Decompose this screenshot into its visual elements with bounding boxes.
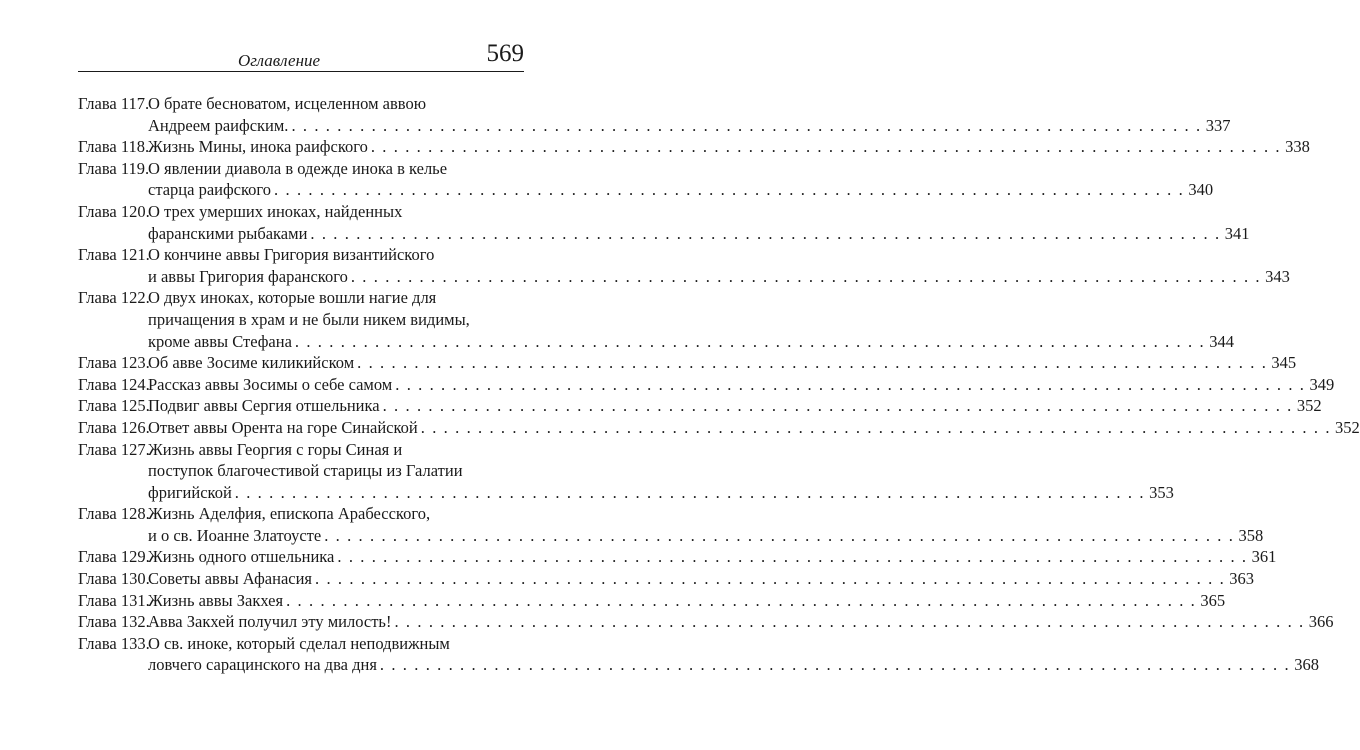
toc-title-line [148,633,522,655]
dot-leader: . . . . . . . . . . . . . . . . . . . . . . . . . . . . . . . . . . . . . . . . . . . . . . . . . . . . . . . . . . . . . . . . . . . . . . . . . . . . . . . . [286,590,1197,610]
toc-title-text: и о св. Иоанне Златоусте [148,525,322,545]
toc-entry [78,201,1250,244]
dot-leader: . . . . . . . . . . . . . . . . . . . . . . . . . . . . . . . . . . . . . . . . . . . . . . . . . . . . . . . . . . . . . . . . . . . . . . . . . . . . . . . . [420,417,1332,437]
toc-chapter-number: Глава 120. [78,201,150,221]
toc-chapter-number: Глава 124. [78,374,150,394]
toc-title-line [148,93,522,115]
toc-entry [78,568,1255,590]
toc-title-text: О трех умерших иноках, найденных [148,201,403,221]
toc-entry [78,611,1334,633]
toc-title-line [148,590,1226,612]
toc-title-text: Авва Закхей получил эту милость! [148,612,392,632]
toc-chapter-number: Глава 125. [78,396,150,416]
header-title: Оглавление [238,51,321,70]
toc-chapter-number: Глава 126. [78,417,150,437]
toc-page-number: 337 [1205,115,1231,135]
toc-title-text: старца раифского [148,180,272,200]
toc-entry [78,590,1226,612]
toc-title-text: О брате бесноватом, исцеленном аввою [148,94,427,113]
toc-title-line [148,352,1297,374]
dot-leader: . . . . . . . . . . . . . . . . . . . . . . . . . . . . . . . . . . . . . . . . . . . . . . . . . . . . . . . . . . . . . . . . . . . . . . . . . . . . . . . . [382,396,1293,416]
toc-title-line [148,568,1255,590]
toc-page-number: 343 [1265,266,1290,286]
toc-entry [78,244,1290,287]
dot-leader: . . . . . . . . . . . . . . . . . . . . . . . . . . . . . . . . . . . . . . . . . . . . . . . . . . . . . . . . . . . . . . . . . . . . . . . . . . . . . . . . [394,612,1305,632]
toc-title-text: Жизнь аввы Закхея [148,590,284,610]
toc-title-text: О двух иноках, которые вошли нагие для [148,288,437,308]
toc-chapter-number: Глава 122. [78,288,150,308]
toc-title-text: фригийской [148,482,232,502]
toc-page-number: 352 [1296,396,1322,416]
toc-chapter-number: Глава 117. [78,94,150,113]
toc-chapter-number: Глава 133. [78,633,150,653]
toc-title-text: Жизнь Мины, инока раифского [148,137,368,157]
toc-title-text: Об авве Зосиме киликийском [148,353,355,373]
toc-title-line [148,439,522,461]
dot-leader: . . . . . . . . . . . . . . . . . . . . . . . . . . . . . . . . . . . . . . . . . . . . . . . . . . . . . . . . . . . . . . . . . . . . . . . . . . . . . . . . [274,180,1185,200]
dot-leader: . . . . . . . . . . . . . . . . . . . . . . . . . . . . . . . . . . . . . . . . . . . . . . . . . . . . . . . . . . . . . . . . . . . . . . . . . . . . . . . . [350,266,1262,286]
toc-title-line [148,136,1310,158]
toc-entry [78,352,1297,374]
dot-leader: . . . . . . . . . . . . . . . . . . . . . . . . . . . . . . . . . . . . . . . . . . . . . . . . . . . . . . . . . . . . . . . . . . . . . . . . . . . . . . . . [310,223,1221,243]
dot-leader: . . . . . . . . . . . . . . . . . . . . . . . . . . . . . . . . . . . . . . . . . . . . . . . . . . . . . . . . . . . . . . . . . . . . . . . . . . . . . . . . [291,115,1202,135]
toc-entry [78,158,1214,201]
toc-chapter-number: Глава 119. [78,158,150,178]
toc-chapter-number: Глава 130. [78,569,150,589]
toc-title-text: Андреем раифским. [148,115,289,135]
toc-title-line [148,287,522,309]
toc-title-text: Рассказ аввы Зосимы о себе самом [148,374,393,394]
toc-chapter-number: Глава 127. [78,439,150,459]
toc-title-line [148,223,1250,245]
toc-entry [78,395,1322,417]
toc-entry [78,546,1277,568]
dot-leader: . . . . . . . . . . . . . . . . . . . . . . . . . . . . . . . . . . . . . . . . . . . . . . . . . . . . . . . . . . . . . . . . . . . . . . . . . . . . . . . . [395,374,1306,394]
toc-title-line [148,266,1290,288]
toc-page-number: 341 [1224,223,1250,243]
toc-page-number: 349 [1309,374,1335,394]
header-rule [78,71,524,72]
table-of-contents [78,93,1360,676]
dot-leader: . . . . . . . . . . . . . . . . . . . . . . . . . . . . . . . . . . . . . . . . . . . . . . . . . . . . . . . . . . . . . . . . . . . . . . . . . . . . . . . . [234,482,1146,502]
toc-page-number: 361 [1251,547,1277,567]
toc-title-text: Ответ аввы Орента на горе Синайской [148,417,418,437]
toc-entry [78,503,1264,546]
toc-title-text: Жизнь Аделфия, епископа Арабесского, [148,504,431,524]
toc-title-line [148,395,1322,417]
toc-title-text: причащения в храм и не были никем видимы, [148,309,470,329]
toc-title-text: Советы аввы Афанасия [148,569,313,589]
toc-page-number: 352 [1335,417,1360,437]
toc-page-number: 353 [1149,482,1174,502]
dot-leader: . . . . . . . . . . . . . . . . . . . . . . . . . . . . . . . . . . . . . . . . . . . . . . . . . . . . . . . . . . . . . . . . . . . . . . . . . . . . . . . . [370,137,1282,157]
dot-leader: . . . . . . . . . . . . . . . . . . . . . . . . . . . . . . . . . . . . . . . . . . . . . . . . . . . . . . . . . . . . . . . . . . . . . . . . . . . . . . . . [315,569,1226,589]
toc-chapter-number: Глава 129. [78,547,150,567]
toc-title-text: О кончине аввы Григория византийского [148,245,435,265]
toc-title-line [148,201,522,223]
toc-title-line [148,654,1319,676]
toc-title-text: поступок благочестивой старицы из Галатии [148,461,463,481]
toc-chapter-number: Глава 123. [78,353,150,373]
toc-title-line [148,417,1360,439]
toc-title-line [148,503,522,525]
toc-chapter-number: Глава 131. [78,590,150,610]
dot-leader: . . . . . . . . . . . . . . . . . . . . . . . . . . . . . . . . . . . . . . . . . . . . . . . . . . . . . . . . . . . . . . . . . . . . . . . . . . . . . . . . [337,547,1248,567]
toc-title-line [148,482,1174,504]
toc-title-line [148,158,522,180]
dot-leader: . . . . . . . . . . . . . . . . . . . . . . . . . . . . . . . . . . . . . . . . . . . . . . . . . . . . . . . . . . . . . . . . . . . . . . . . . . . . . . . . [294,331,1206,351]
running-header [78,38,524,72]
toc-page-number: 358 [1238,525,1264,545]
toc-chapter-number: Глава 132. [78,612,150,632]
toc-title-line [148,525,1264,547]
toc-title-line [148,460,522,482]
toc-entry [78,93,1231,136]
toc-title-line [148,611,1334,633]
toc-title-text: Жизнь аввы Георгия с горы Синая и [148,439,403,459]
toc-entry [78,439,1174,504]
toc-entry [78,417,1360,439]
toc-title-text: О св. иноке, который сделал неподвижным [148,633,450,653]
toc-title-text: ловчего сарацинского на два дня [148,655,377,675]
toc-entry [78,374,1335,396]
toc-title-line [148,115,1231,137]
toc-entry [78,633,1319,676]
toc-title-line [148,244,522,266]
toc-title-line [148,374,1335,396]
toc-title-text: и аввы Григория фаранского [148,266,348,286]
toc-entry [78,287,1234,352]
page-number: 569 [486,40,524,67]
dot-leader: . . . . . . . . . . . . . . . . . . . . . . . . . . . . . . . . . . . . . . . . . . . . . . . . . . . . . . . . . . . . . . . . . . . . . . . . . . . . . . . . [324,525,1235,545]
toc-page-number: 345 [1271,353,1297,373]
toc-title-text: Жизнь одного отшельника [148,547,335,567]
toc-title-line [148,179,1214,201]
toc-page-number: 366 [1308,612,1334,632]
toc-entry [78,136,1310,158]
toc-page-number: 363 [1229,569,1255,589]
toc-title-text: О явлении диавола в одежде инока в келье [148,158,448,178]
toc-title-line [148,546,1277,568]
toc-chapter-number: Глава 121. [78,245,150,265]
toc-page-number: 368 [1294,655,1319,675]
toc-page-number: 338 [1285,137,1310,157]
toc-page-number: 340 [1188,180,1214,200]
dot-leader: . . . . . . . . . . . . . . . . . . . . . . . . . . . . . . . . . . . . . . . . . . . . . . . . . . . . . . . . . . . . . . . . . . . . . . . . . . . . . . . . [357,353,1268,373]
toc-title-text: фаранскими рыбаками [148,223,308,243]
toc-chapter-number: Глава 128. [78,504,150,524]
toc-page-number: 344 [1209,331,1234,351]
toc-chapter-number: Глава 118. [78,137,150,157]
toc-page-number: 365 [1200,590,1226,610]
toc-title-line [148,309,522,331]
toc-title-line [148,331,1234,353]
toc-title-text: Подвиг аввы Сергия отшельника [148,396,380,416]
dot-leader: . . . . . . . . . . . . . . . . . . . . . . . . . . . . . . . . . . . . . . . . . . . . . . . . . . . . . . . . . . . . . . . . . . . . . . . . . . . . . . . . [379,655,1291,675]
toc-title-text: кроме аввы Стефана [148,331,292,351]
